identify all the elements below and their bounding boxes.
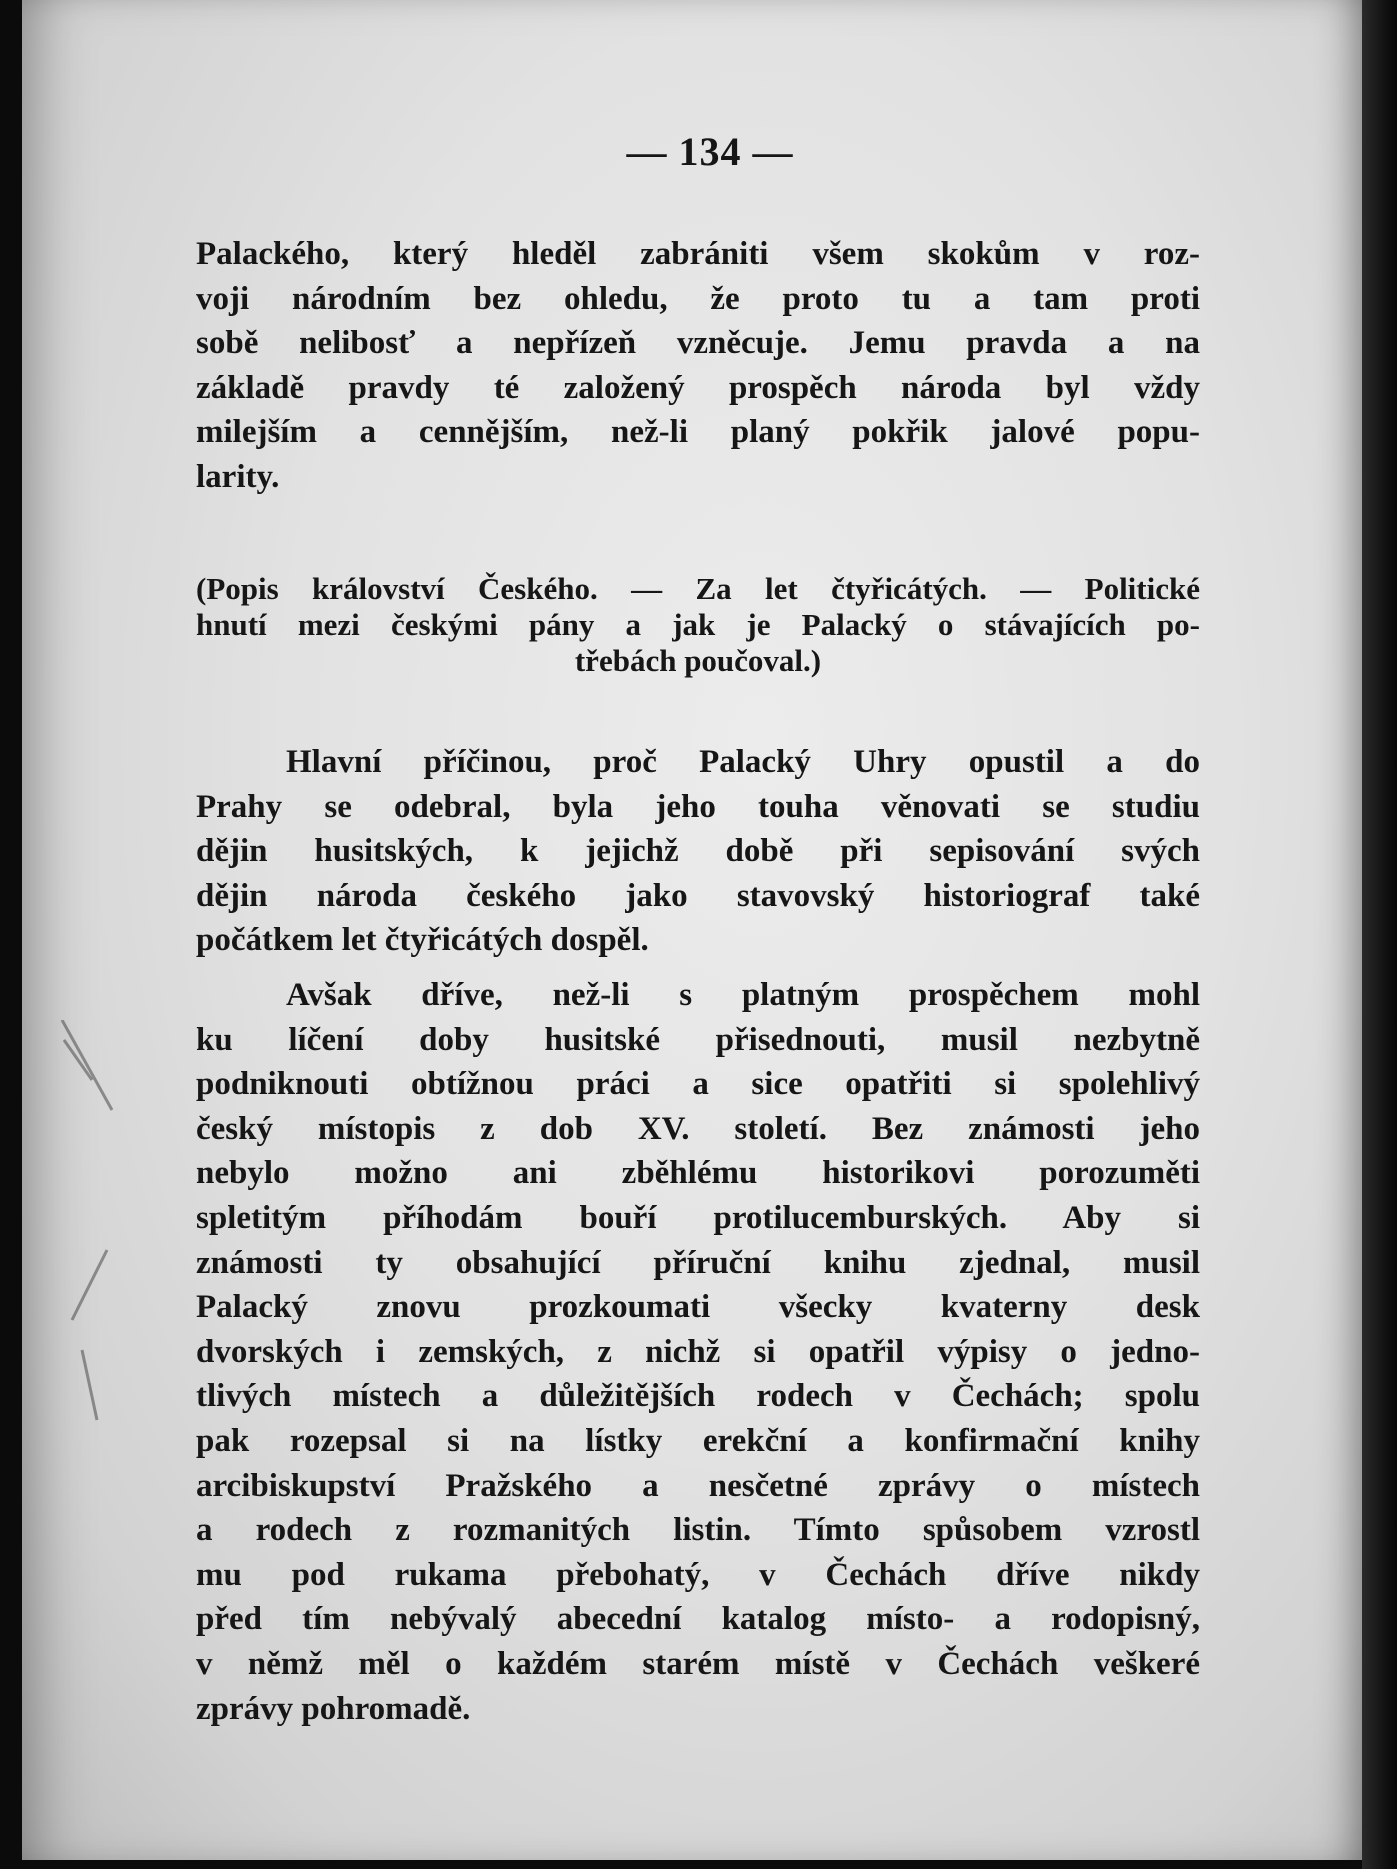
text-line: Prahy se odebral, byla jeho touha věnovati se studiu — [196, 788, 1200, 825]
text-line: základě pravdy té založený prospěch národa byl vždy — [196, 369, 1200, 406]
text-line: Hlavní příčinou, proč Palacký Uhry opustil a do — [286, 744, 1200, 780]
paragraph-2 — [196, 740, 1200, 963]
page-number: — 134 — — [626, 129, 794, 174]
paragraph-3 — [196, 973, 1200, 1731]
text-line: známosti ty obsahující příruční knihu zjednal, musil — [196, 1244, 1200, 1281]
section-summary-note — [196, 571, 1200, 679]
text-line: zprávy pohromadě. — [196, 1690, 471, 1727]
text-line: sobě nelibosť a nepřízeň vzněcuje. Jemu pravda a na — [196, 325, 1200, 362]
text-line: voji národním bez ohledu, že proto tu a tam proti — [196, 280, 1200, 317]
text-line: tlivých místech a důležitějších rodech v Čechách; spolu — [196, 1378, 1200, 1415]
text-line: dějin národa českého jako stavovský historiograf také — [196, 877, 1200, 914]
gutter-pencil-marks — [52, 1020, 122, 1440]
text-line: milejším a cennějším, než-li planý pokřik jalové popu- — [196, 414, 1200, 451]
text-line: a rodech z rozmanitých listin. Tímto spůsobem vzrostl — [196, 1512, 1200, 1549]
text-line: spletitým příhodám bouří protilucemburských. Aby si — [196, 1199, 1200, 1236]
text-line: arcibiskupství Pražského a nesčetné zprávy o místech — [196, 1467, 1200, 1504]
text-line: larity. — [196, 458, 280, 495]
text-line: Avšak dříve, než-li s platným prospěchem mohl — [286, 977, 1200, 1013]
text-line: Palackého, který hleděl zabrániti všem skokům v roz- — [196, 236, 1200, 272]
text-line: (Popis království Českého. — Za let čtyřicátých. — Politické — [196, 571, 1200, 606]
text-line: český místopis z dob XV. století. Bez známosti jeho — [196, 1110, 1200, 1147]
text-line: před tím nebývalý abecední katalog místo- a rodopisný, — [196, 1601, 1200, 1638]
binding-shadow — [1362, 0, 1397, 1869]
text-line: dějin husitských, k jejichž době při sepisování svých — [196, 833, 1200, 870]
text-line: ku líčení doby husitské přisednouti, musil nezbytně — [196, 1021, 1200, 1058]
text-line: pak rozepsal si na lístky erekční a konfirmační knihy — [196, 1422, 1200, 1459]
text-line: v němž měl o každém starém místě v Čechách veškeré — [196, 1645, 1200, 1682]
text-line: třebách poučoval.) — [574, 643, 822, 678]
paragraph-1 — [196, 232, 1200, 500]
text-line: Palacký znovu prozkoumati všecky kvaterny desk — [196, 1289, 1200, 1326]
text-line: mu pod rukama přebohatý, v Čechách dříve nikdy — [196, 1556, 1200, 1593]
text-line: počátkem let čtyřicátých dospěl. — [196, 922, 649, 959]
text-line: podniknouti obtížnou práci a sice opatřiti si spolehlivý — [196, 1066, 1200, 1103]
text-line: hnutí mezi českými pány a jak je Palacký o stávajících po- — [196, 607, 1200, 642]
text-line: nebylo možno ani zběhlému historikovi porozuměti — [196, 1155, 1200, 1192]
text-line: dvorských i zemských, z nichž si opatřil výpisy o jedno- — [196, 1333, 1200, 1370]
